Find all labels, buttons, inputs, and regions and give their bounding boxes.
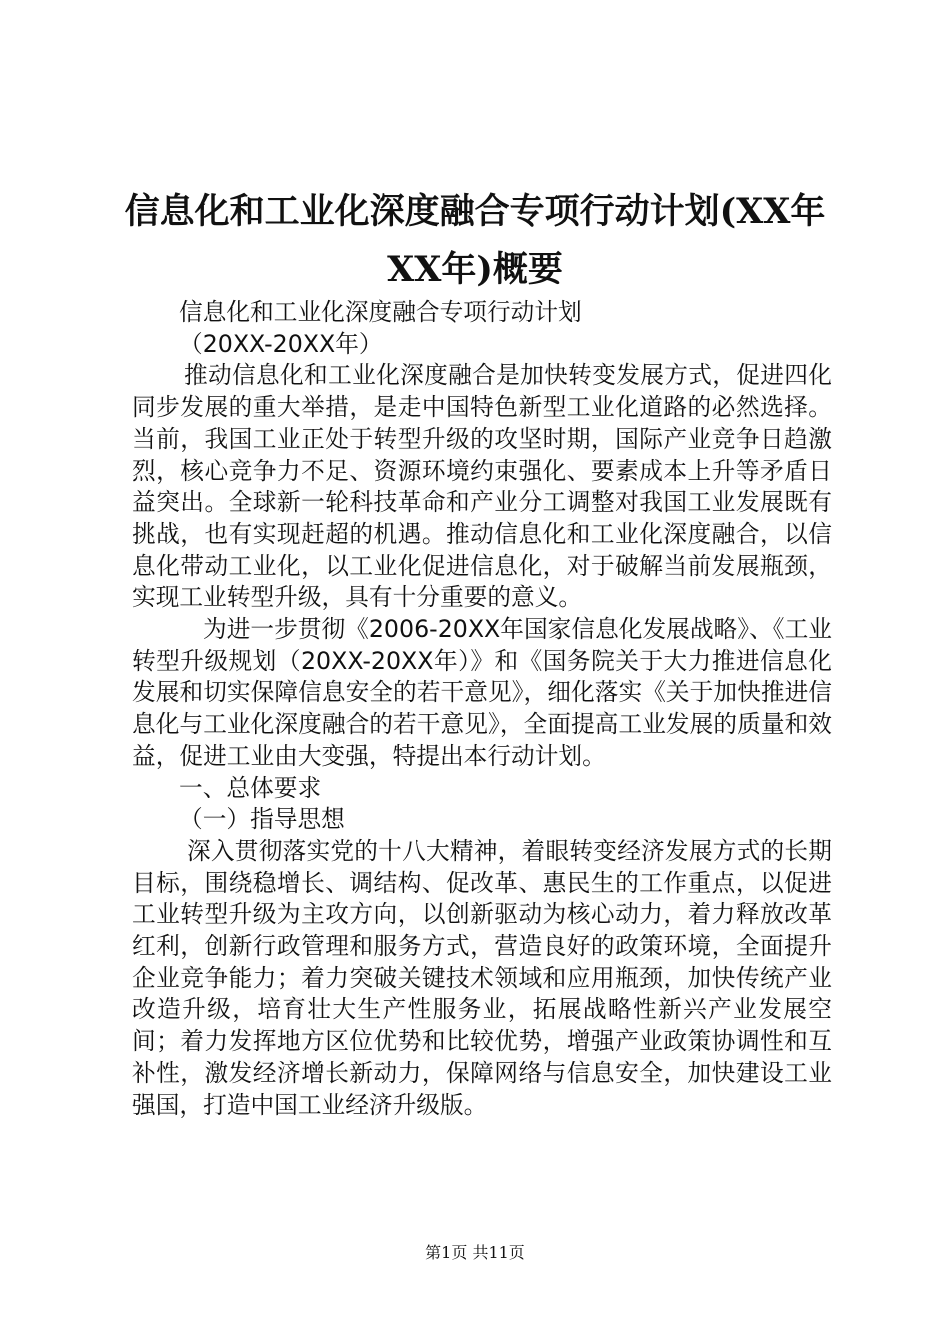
- document-title-line-2: XX年)概要: [387, 249, 563, 290]
- document-body: [132, 297, 832, 1121]
- section-heading: 一、总体要求: [179, 773, 322, 802]
- document-title-line-1: 信息化和工业化深度融合专项行动计划(XX年: [124, 191, 826, 232]
- purpose-paragraph: 为进一步贯彻《2006-20XX年国家信息化发展战略》、《工业转型升级规划（20XX-20XX年）》和《国务院关于大力推进信息化发展和切实保障信息安全的若干意见》，细化落实《关于加快推进信息化与工业化深度融合的若干意见》，全面提高工业发展的质量和效益，促进工业由大变强，特提出本行动计划。: [132, 615, 832, 770]
- intro-paragraph: 推动信息化和工业化深度融合是加快转变发展方式，促进四化同步发展的重大举措，是走中国特色新型工业化道路的必然选择。当前，我国工业正处于转型升级的攻坚时期，国际产业竞争日趋激烈，核心竞争力不足、资源环境约束强化、要素成本上升等矛盾日益突出。全球新一轮科技革命和产业分工调整对我国工业发展既有挑战，也有实现赶超的机遇。推动信息化和工业化深度融合，以信息化带动工业化，以工业化促进信息化，对于破解当前发展瓶颈，实现工业转型升级，具有十分重要的意义。: [132, 361, 832, 612]
- subtitle-years: （20XX-20XX年）: [179, 329, 383, 358]
- guiding-ideology-paragraph: 深入贯彻落实党的十八大精神，着眼转变经济发展方式的长期目标，围绕稳增长、调结构、促改革、惠民生的工作重点，以促进工业转型升级为主攻方向，以创新驱动为核心动力，着力释放改革红利，创新行政管理和服务方式，营造良好的政策环境，全面提升企业竞争能力；着力突破关键技术领域和应用瓶颈，加快传统产业改造升级，培育壮大生产性服务业，拓展战略性新兴产业发展空间；着力发挥地方区位优势和比较优势，增强产业政策协调性和互补性，激发经济增长新动力，保障网络与信息安全，加快建设工业强国，打造中国工业经济升级版。: [132, 836, 832, 1119]
- subtitle: 信息化和工业化深度融合专项行动计划: [179, 298, 582, 326]
- page-number-footer: 第1页 共11页: [425, 1243, 525, 1262]
- subsection-heading: （一）指导思想: [179, 805, 345, 834]
